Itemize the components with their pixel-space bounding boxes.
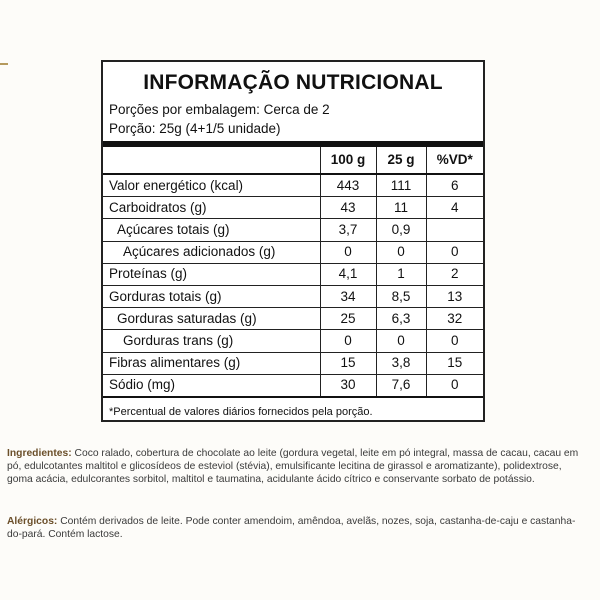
value-100g: 15 [320,352,376,374]
decorative-accent-mark [0,63,8,65]
value-vd: 15 [426,352,483,374]
value-25g: 3,8 [376,352,426,374]
value-100g: 34 [320,285,376,307]
serving-size: Porção: 25g (4+1/5 unidade) [109,121,281,136]
table-row [103,174,483,197]
table-row [103,374,483,397]
nutrient-name: Fibras alimentares (g) [103,352,320,374]
table-row [103,352,483,374]
table-row [103,330,483,352]
table-row [103,308,483,330]
header-nutrient [103,147,320,174]
value-25g: 1 [376,263,426,285]
nutrient-name: Gorduras trans (g) [103,330,320,352]
value-100g: 30 [320,374,376,397]
table-row [103,263,483,285]
footnote: *Percentual de valores diários fornecidos pela porção. [109,405,373,418]
nutrition-facts-label [101,60,485,422]
nutrient-name: Carboidratos (g) [103,197,320,219]
value-vd: 0 [426,330,483,352]
nutrient-name: Gorduras totais (g) [103,285,320,307]
value-100g: 43 [320,197,376,219]
nutrition-title: INFORMAÇÃO NUTRICIONAL [143,71,443,94]
allergens-lead: Alérgicos: [7,516,58,527]
header-100g: 100 g [320,147,376,174]
header-25g: 25 g [376,147,426,174]
table-header-row [103,147,483,174]
value-25g: 0 [376,241,426,263]
value-25g: 11 [376,197,426,219]
table-row [103,219,483,241]
nutrient-name: Valor energético (kcal) [103,174,320,197]
value-100g: 0 [320,330,376,352]
value-25g: 111 [376,174,426,197]
value-vd: 32 [426,308,483,330]
value-100g: 443 [320,174,376,197]
nutrient-name: Sódio (mg) [103,374,320,397]
nutrition-table [103,147,483,398]
value-25g: 0,9 [376,219,426,241]
value-vd: 0 [426,241,483,263]
value-25g: 8,5 [376,285,426,307]
ingredients-paragraph [7,447,587,487]
value-25g: 7,6 [376,374,426,397]
value-100g: 4,1 [320,263,376,285]
value-vd: 0 [426,374,483,397]
header-vd: %VD* [426,147,483,174]
nutrient-name: Proteínas (g) [103,263,320,285]
allergens-text: Contém derivados de leite. Pode conter amendoim, amêndoa, avelãs, nozes, soja, castanha-de-caju e castanha-do-pará. Contém lactose. [7,516,576,541]
nutrient-name: Açúcares adicionados (g) [103,241,320,263]
value-vd: 4 [426,197,483,219]
nutrient-name: Gorduras saturadas (g) [103,308,320,330]
value-100g: 0 [320,241,376,263]
value-25g: 6,3 [376,308,426,330]
servings-per-package: Porções por embalagem: Cerca de 2 [109,102,330,117]
nutrient-name: Açúcares totais (g) [103,219,320,241]
value-vd: 6 [426,174,483,197]
value-100g: 25 [320,308,376,330]
value-vd [426,219,483,241]
table-row [103,285,483,307]
allergens-paragraph [7,515,587,541]
value-100g: 3,7 [320,219,376,241]
value-vd: 13 [426,285,483,307]
table-row [103,241,483,263]
value-25g: 0 [376,330,426,352]
table-row [103,197,483,219]
value-vd: 2 [426,263,483,285]
ingredients-lead: Ingredientes: [7,448,72,459]
ingredients-text: Coco ralado, cobertura de chocolate ao leite (gordura vegetal, leite em pó integral, massa de cacau, cacau em pó, edulcotantes maltitol e glicosídeos de esteviol (stévia), emulsificante lecitina de girassol e aromatizante), polidextrose, goma acácia, edulcorantes sorbitol, maltitol e taumatina, acidulante ácido cítrico e conservante sorbato de potássio. [7,448,579,486]
